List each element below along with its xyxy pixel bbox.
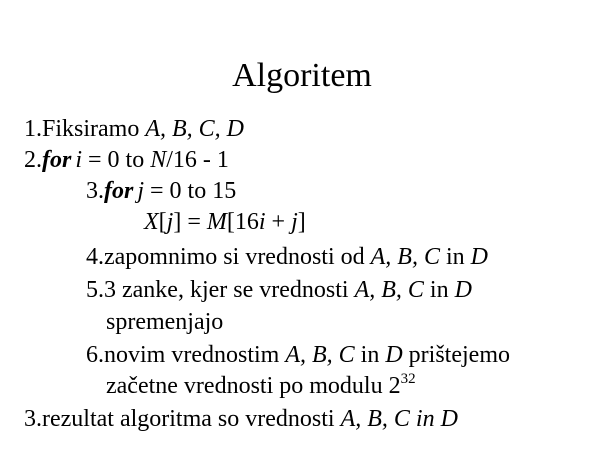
- variables: A, B, C, D: [145, 116, 245, 142]
- variable-x: X: [144, 209, 159, 235]
- assignment-line: [144, 207, 306, 237]
- step-text: novim vrednostim: [104, 342, 286, 368]
- step-3: [86, 176, 236, 206]
- slide-title: Algoritem: [232, 57, 372, 94]
- step-text-end: prištejemo: [402, 342, 510, 368]
- bracket-end: ]: [297, 209, 306, 235]
- variable-m: M: [206, 209, 227, 235]
- step-result: [24, 404, 458, 434]
- bracket-open: [: [158, 209, 167, 235]
- variable-i: i: [258, 209, 266, 235]
- variable-d: D: [454, 277, 472, 303]
- step-5-continuation: [106, 307, 223, 337]
- variables: A, B, C: [370, 244, 440, 270]
- variables: A, B, C in D: [340, 406, 458, 432]
- step-number: 1.: [24, 116, 42, 142]
- variables: A, B, C: [354, 277, 424, 303]
- conjunction: in: [423, 277, 455, 303]
- variable-j2: j: [291, 209, 298, 235]
- step-text: zapomnimo si vrednosti od: [104, 244, 371, 270]
- variable-d: D: [385, 342, 403, 368]
- exponent: 32: [400, 371, 416, 387]
- step-text: 3 zanke, kjer se vrednosti: [104, 277, 355, 303]
- step-4: [86, 242, 488, 272]
- step-text: začetne vrednosti po modulu 2: [106, 373, 401, 399]
- step-text-end: /16 - 1: [166, 147, 229, 173]
- step-number: 4.: [86, 244, 104, 270]
- step-number: 6.: [86, 342, 104, 368]
- step-6: [86, 340, 510, 370]
- conjunction: in: [439, 244, 471, 270]
- variable-d: D: [470, 244, 488, 270]
- variable-i: i: [75, 147, 83, 173]
- variable-n: N: [150, 147, 167, 173]
- step-text: = 0 to 15: [144, 178, 237, 204]
- step-number: 5.: [86, 277, 104, 303]
- conjunction: in: [354, 342, 386, 368]
- step-5: [86, 275, 472, 305]
- step-number: 3.: [86, 178, 104, 204]
- step-6-continuation: [106, 371, 416, 401]
- plus-sign: +: [265, 209, 292, 235]
- for-keyword: for: [42, 147, 72, 173]
- step-1: [24, 114, 244, 144]
- step-number: 2.: [24, 147, 42, 173]
- bracket-close-equals: ] =: [173, 209, 207, 235]
- variables: A, B, C: [285, 342, 355, 368]
- step-number: 3.: [24, 406, 42, 432]
- variable-j: j: [166, 209, 174, 235]
- step-text: = 0 to: [82, 147, 151, 173]
- variable-j: j: [137, 178, 145, 204]
- step-text: Fiksiramo: [42, 116, 146, 142]
- step-text: spremenjajo: [106, 309, 224, 335]
- for-keyword: for: [104, 178, 134, 204]
- step-text: rezultat algoritma so vrednosti: [42, 406, 341, 432]
- step-2: [24, 145, 229, 175]
- bracket-16: [16: [226, 209, 259, 235]
